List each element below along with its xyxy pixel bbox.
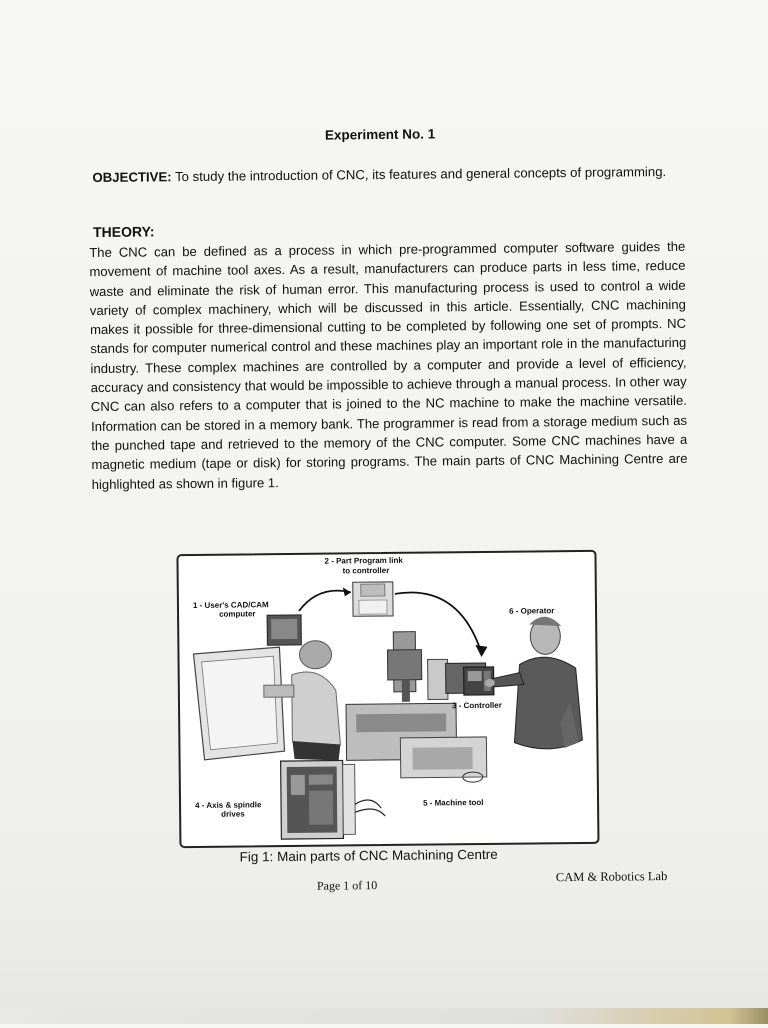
photo-edge-strip xyxy=(0,1008,768,1024)
lab-name: CAM & Robotics Lab xyxy=(555,869,668,885)
label-axis-2: drives xyxy=(221,809,245,819)
experiment-title: Experiment No. 1 xyxy=(324,126,436,143)
label-operator: 6 - Operator xyxy=(508,606,555,616)
figure-cnc-machining-centre xyxy=(176,550,599,848)
cad-cam-computer-illustration xyxy=(193,614,341,762)
axis-spindle-drives-illustration xyxy=(281,760,386,839)
label-part-program-2: to controller xyxy=(342,565,390,576)
objective-text: To study the introduction of CNC, its features and general concepts of programming. xyxy=(171,164,667,185)
label-part-program-1: 2 - Part Program link xyxy=(324,555,403,566)
page-number: Page 1 of 10 xyxy=(316,878,378,893)
theory-heading: THEORY: xyxy=(92,223,155,241)
label-cad-cam-2: computer xyxy=(219,609,256,619)
operator-illustration xyxy=(484,616,582,749)
label-controller: 3 - Controller xyxy=(451,700,502,711)
objective-paragraph xyxy=(92,162,688,188)
label-axis-1: 4 - Axis & spindle xyxy=(195,800,262,810)
figure-caption: Fig 1: Main parts of CNC Machining Centre xyxy=(239,846,498,865)
objective-label: OBJECTIVE: xyxy=(92,169,172,186)
label-machine-tool: 5 - Machine tool xyxy=(423,797,484,808)
theory-paragraph: The CNC can be defined as a process in which pre-programmed computer software guides the movement of machine tool axes. As a result, manufacturers can produce parts in less time, reduce waste and eliminate the risk of human error. This manufacturing process is used to control a wide variety of complex machinery, which will be discussed in this article. Essentially, CNC machining makes it possible for three-dimensional cutting to be completed by following one set of prompts. NC stands for computer numerical control and these machines play an important role in the manufacturing industry. These complex machines are controlled by a computer and provide a level of efficiency, accuracy and consistency that would be impossible to achieve through a manual process. In other way CNC can also refers to a computer that is joined to the NC machine to make the machine versatile. Information can be stored in a memory bank. The programmer is read from a storage medium such as the punched tape and retrieved to the memory of the CNC computer. Some CNC machines have a magnetic medium (tape or disk) for storing programs. The main parts of CNC Machining Centre are highlighted as shown in figure 1. xyxy=(89,238,688,492)
figure-illustration xyxy=(178,552,597,846)
label-cad-cam-1: 1 - User's CAD/CAM xyxy=(192,600,269,611)
